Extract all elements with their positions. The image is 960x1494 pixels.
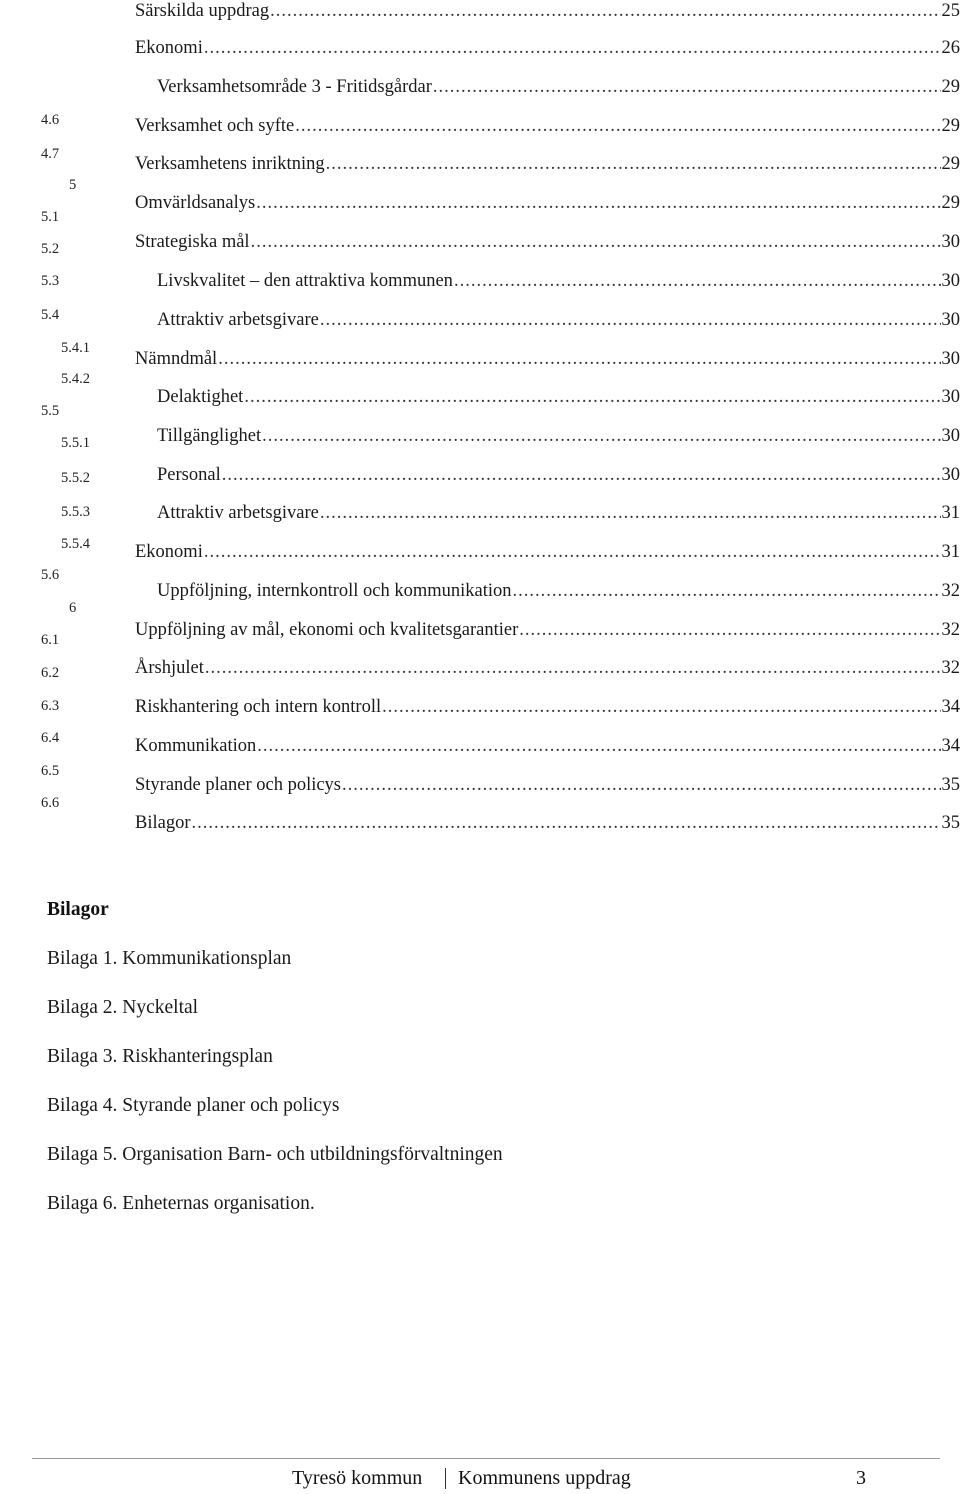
dot-leader [262, 423, 940, 449]
toc-entry-title: Bilagor [135, 813, 191, 833]
attachment-item: Bilaga 5. Organisation Barn- och utbildningsförvaltningen [47, 1144, 503, 1165]
toc-entry-page: 30 [941, 349, 960, 369]
toc-entry-page: 29 [941, 193, 960, 213]
toc-entry-title: Riskhantering och intern kontroll [135, 697, 382, 717]
attachment-item: Bilaga 1. Kommunikationsplan [47, 948, 292, 969]
section-number: 5.6 [41, 567, 60, 583]
toc-entry-title: Styrande planer och policys [135, 775, 342, 795]
dot-leader [454, 268, 941, 294]
page-footer [0, 1464, 960, 1492]
toc-entry-title: Personal [157, 465, 221, 485]
toc-entry[interactable] [157, 462, 960, 488]
attachment-item: Bilaga 4. Styrande planer och policys [47, 1095, 340, 1116]
footer-page-number: 3 [856, 1467, 866, 1489]
toc-entry[interactable] [135, 733, 960, 759]
section-number: 6.3 [41, 698, 60, 714]
section-number: 4.6 [41, 112, 60, 128]
toc-entry-page: 31 [941, 542, 960, 562]
dot-leader [256, 190, 940, 216]
section-number: 6 [69, 600, 77, 616]
toc-entry[interactable] [157, 423, 960, 449]
footer-divider [32, 1458, 940, 1459]
dot-leader [326, 151, 941, 177]
toc-entry-page: 25 [941, 1, 960, 21]
attachment-item: Bilaga 2. Nyckeltal [47, 997, 199, 1018]
dot-leader [433, 74, 941, 100]
toc-entry[interactable] [135, 190, 960, 216]
toc-entry[interactable] [135, 539, 960, 565]
dot-leader [251, 229, 941, 255]
dot-leader [244, 384, 940, 410]
toc-entry[interactable] [135, 346, 960, 372]
toc-entry-page: 35 [941, 775, 960, 795]
footer-organization: Tyresö kommun [292, 1467, 423, 1489]
toc-entry[interactable] [135, 151, 960, 177]
toc-entry-page: 32 [941, 620, 960, 640]
toc-entry-page: 30 [941, 310, 960, 330]
dot-leader [513, 578, 941, 604]
dot-leader [382, 694, 940, 720]
toc-entry-title: Tillgänglighet [157, 426, 262, 446]
section-number: 4.7 [41, 146, 60, 162]
toc-entry-page: 35 [941, 813, 960, 833]
toc-entry-title: Uppföljning, internkontroll och kommunikation [157, 581, 512, 601]
toc-entry-title: Verksamhet och syfte [135, 116, 295, 136]
section-number: 5.1 [41, 209, 60, 225]
footer-separator [445, 1468, 446, 1489]
section-number: 6.2 [41, 665, 60, 681]
toc-entry-page: 32 [941, 581, 960, 601]
toc-entry-page: 31 [941, 503, 960, 523]
toc-entry[interactable] [157, 268, 960, 294]
toc-entry[interactable] [135, 35, 960, 61]
section-number: 5.5.1 [61, 435, 90, 451]
toc-entry-title: Nämndmål [135, 349, 218, 369]
toc-entry-title: Kommunikation [135, 736, 257, 756]
toc-entry[interactable] [157, 384, 960, 410]
toc-entry[interactable] [157, 500, 960, 526]
toc-entry[interactable] [157, 578, 960, 604]
dot-leader [295, 113, 940, 139]
section-number: 5.5.4 [61, 536, 90, 552]
toc-entry[interactable] [135, 772, 960, 798]
toc-entry-title: Ekonomi [135, 542, 203, 562]
toc-entry[interactable] [135, 617, 960, 643]
section-number: 6.6 [41, 795, 60, 811]
toc-entry-page: 30 [941, 387, 960, 407]
dot-leader [320, 500, 941, 526]
section-number: 6.1 [41, 632, 60, 648]
section-number: 5.3 [41, 273, 60, 289]
attachments-heading: Bilagor [47, 899, 109, 920]
toc-entry-page: 32 [941, 658, 960, 678]
toc-entry[interactable] [157, 74, 960, 100]
toc-entry[interactable] [135, 113, 960, 139]
toc-entry-page: 26 [941, 38, 960, 58]
toc-entry-title: Delaktighet [157, 387, 244, 407]
toc-entry[interactable] [157, 307, 960, 333]
toc-entry-title: Ekonomi [135, 38, 203, 58]
toc-entry-title: Omvärldsanalys [135, 193, 256, 213]
footer-section-title: Kommunens uppdrag [458, 1467, 631, 1489]
toc-entry-title: Attraktiv arbetsgivare [157, 503, 319, 523]
dot-leader [342, 772, 940, 798]
toc-entry[interactable] [135, 0, 960, 24]
section-number: 6.4 [41, 730, 60, 746]
section-number: 5 [69, 177, 77, 193]
toc-entry[interactable] [135, 655, 960, 681]
toc-entry-page: 30 [941, 271, 960, 291]
dot-leader [222, 462, 941, 488]
section-number: 5.5.3 [61, 504, 90, 520]
toc-entry[interactable] [135, 229, 960, 255]
section-number: 5.4 [41, 307, 60, 323]
dot-leader [204, 539, 941, 565]
toc-entry-title: Verksamhetens inriktning [135, 154, 325, 174]
section-number: 5.5.2 [61, 470, 90, 486]
attachment-item: Bilaga 6. Enheternas organisation. [47, 1193, 315, 1214]
toc-entry-title: Särskilda uppdrag [135, 1, 270, 21]
toc-entry-page: 30 [941, 232, 960, 252]
toc-entry-title: Attraktiv arbetsgivare [157, 310, 319, 330]
toc-entry-page: 29 [941, 154, 960, 174]
section-number: 5.5 [41, 403, 60, 419]
toc-entry-page: 30 [941, 426, 960, 446]
toc-entry-page: 34 [941, 697, 960, 717]
dot-leader [192, 810, 941, 836]
dot-leader [205, 655, 941, 681]
dot-leader [519, 617, 940, 643]
dot-leader [270, 0, 940, 24]
toc-entry-title: Livskvalitet – den attraktiva kommunen [157, 271, 453, 291]
attachment-item: Bilaga 3. Riskhanteringsplan [47, 1046, 273, 1067]
toc-entry-title: Verksamhetsområde 3 - Fritidsgårdar [157, 77, 432, 97]
section-number: 5.4.1 [61, 340, 90, 356]
section-number: 5.4.2 [61, 371, 90, 387]
toc-entry[interactable] [135, 694, 960, 720]
dot-leader [218, 346, 940, 372]
toc-entry-title: Strategiska mål [135, 232, 250, 252]
toc-entry-page: 29 [941, 77, 960, 97]
dot-leader [320, 307, 941, 333]
dot-leader [204, 35, 941, 61]
toc-entry-title: Uppföljning av mål, ekonomi och kvalitetsgarantier [135, 620, 519, 640]
toc-entry[interactable] [135, 810, 960, 836]
section-number: 5.2 [41, 241, 60, 257]
toc-entry-title: Årshjulet [135, 658, 204, 678]
dot-leader [257, 733, 940, 759]
toc-entry-page: 34 [941, 736, 960, 756]
toc-entry-page: 30 [941, 465, 960, 485]
section-number: 6.5 [41, 763, 60, 779]
toc-entry-page: 29 [941, 116, 960, 136]
